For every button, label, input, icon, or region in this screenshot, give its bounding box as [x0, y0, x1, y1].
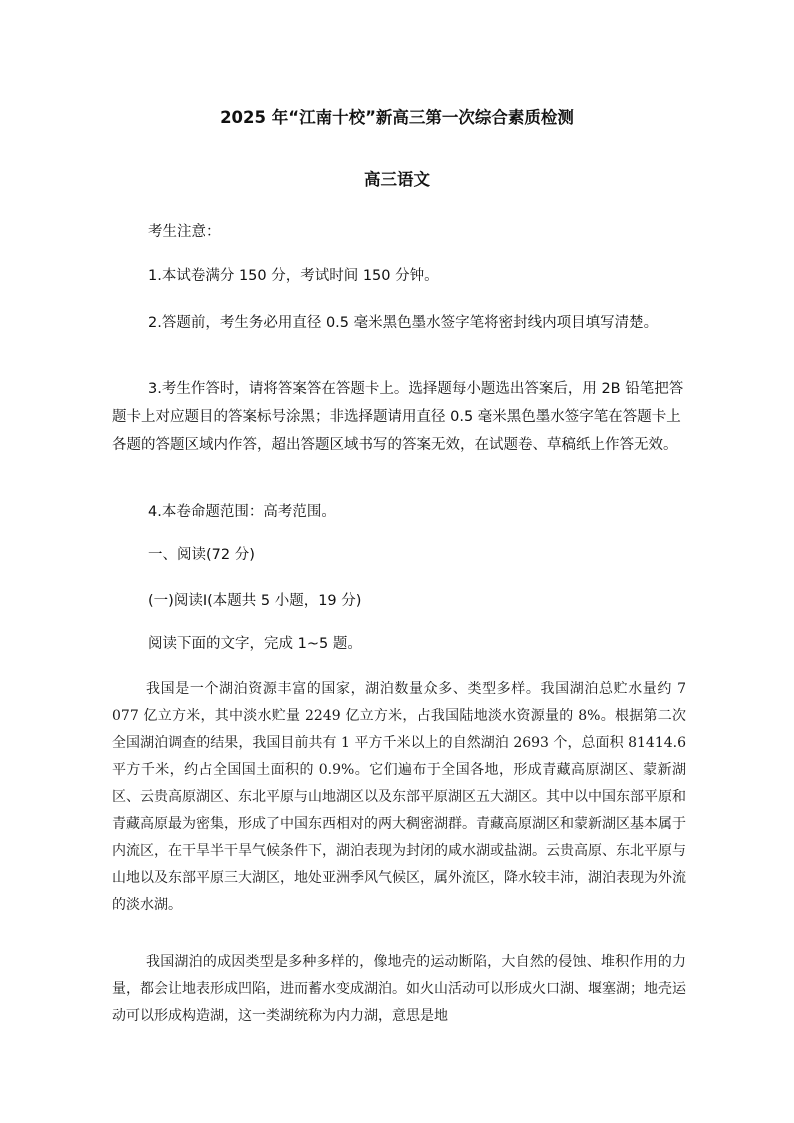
notice-heading: 考生注意：: [148, 224, 221, 240]
passage-paragraph-2: 我国湖泊的成因类型是多种多样的，像地壳的运动断陷，大自然的侵蚀、堆积作用的力量，都会让地表形成凹陷，进而蓄水变成湖泊。如火山活动可以形成火口湖、堰塞湖；地壳运动可以形成构造湖，这一类湖统称为内力湖，意思是地: [112, 954, 686, 1024]
exam-title: 2025 年“江南十校”新高三第一次综合素质检测: [220, 108, 574, 127]
part-title: 一、阅读(72 分): [148, 547, 255, 563]
passage-paragraph-1: 我国是一个湖泊资源丰富的国家，湖泊数量众多、类型多样。我国湖泊总贮水量约 7 077 亿立方米，其中淡水贮量 2249 亿立方米，占我国陆地淡水资源量的 8%。根据第二次全国湖泊调查的结果，我国目前共有 1 平方千米以上的自然湖泊 2693 个，总面积 81414.6 平方千米，约占全国国土面积的 0.9%。它们遍布于全国各地，形成青藏高原湖区、蒙新湖区、云贵高原湖区、东北平原与山地湖区以及东部平原湖区五大湖区。其中以中国东部平原和青藏高原最为密集，形成了中国东西相对的两大稠密湖群。青藏高原湖区和蒙新湖区基本属于内流区，在干旱半干旱气候条件下，湖泊表现为封闭的咸水湖或盐湖。云贵高原、东北平原与山地以及东部平原三大湖区，地处亚洲季风气候区，属外流区，降水较丰沛，湖泊表现为外流的淡水湖。: [112, 681, 686, 913]
reading-instruction: 阅读下面的文字，完成 1~5 题。: [148, 636, 362, 652]
sub-section-title: (一)阅读Ⅰ(本题共 5 小题，19 分): [148, 593, 362, 609]
notice-item-4: 4.本卷命题范围：高考范围。: [148, 504, 336, 520]
notice-item-1: 1.本试卷满分 150 分，考试时间 150 分钟。: [148, 268, 439, 284]
subject-title: 高三语文: [364, 170, 430, 189]
notice-item-2: 2.答题前，考生务必用直径 0.5 毫米黑色墨水签字笔将密封线内项目填写清楚。: [148, 315, 659, 331]
notice-item-3: 3.考生作答时，请将答案答在答题卡上。选择题每小题选出答案后，用 2B 铅笔把答题卡上对应题目的答案标号涂黑；非选择题请用直径 0.5 毫米黑色墨水签字笔在答题卡上各题的答题区域内作答，超出答题区域书写的答案无效，在试题卷、草稿纸上作答无效。: [112, 381, 684, 453]
